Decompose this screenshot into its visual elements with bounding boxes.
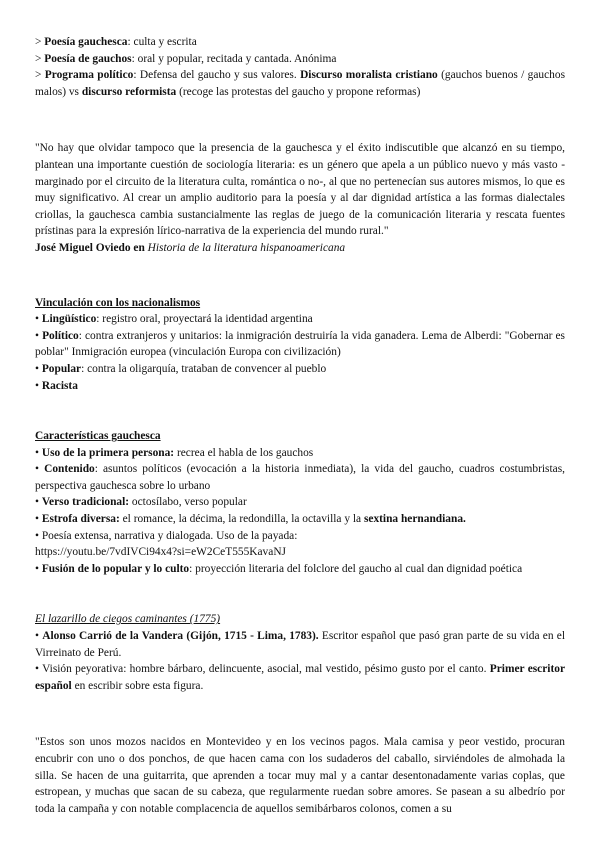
list-item-payada bbox=[35, 528, 565, 545]
term-bold: Programa político bbox=[44, 69, 134, 82]
term-definition: : Defensa del gaucho y sus valores. bbox=[133, 69, 301, 82]
quote-carrio: "Estos son unos mozos nacidos en Montevideo y en los vecinos pagos. Mala camisa y peor vestido, procuran encubrir con uno o dos ponchos, de que hacen cama con los sudaderos del caballo, sirviéndoles de almohada la silla. Se hacen de una guitarrita, que aprenden a tocar muy mal y a cantar desentonadamente varias coplas, que estropean, y muchas que sacan de su cabeza, que regularmente ruedan sobre amores. Se pasean a su albedrío por toda la campaña y con notable complacencia de aquellos semibárbaros colonos, comen a su bbox=[35, 736, 565, 815]
list-item-primera-persona bbox=[35, 445, 565, 462]
item-text: : registro oral, proyectará la identidad argentina bbox=[96, 313, 313, 326]
spacer bbox=[35, 577, 565, 611]
item-text: octosílabo, verso popular bbox=[129, 496, 247, 509]
term-bold: Poesía de gauchos bbox=[44, 52, 132, 65]
item-text: : asuntos políticos (evocación a la historia inmediata), la vida del gaucho, cuadros costumbristas, perspectiva gauchesca sobre lo urbano bbox=[35, 463, 565, 492]
item-text: Escritor español que pasó gran parte de su vida en el Virreinato de Perú. bbox=[35, 630, 566, 659]
intro-line-gauchos bbox=[35, 51, 565, 68]
term-bold: Poesía gauchesca bbox=[44, 36, 128, 48]
bullet: • bbox=[35, 329, 43, 342]
term-definition: : oral y popular, recitada y cantada. Anónima bbox=[131, 52, 337, 65]
list-item-vision bbox=[35, 661, 565, 694]
item-term: Verso tradicional: bbox=[41, 496, 130, 509]
spacer bbox=[35, 694, 565, 734]
list-item-fusion bbox=[35, 561, 565, 578]
bullet: • bbox=[35, 663, 43, 676]
spacer bbox=[35, 257, 565, 295]
document-page bbox=[35, 34, 565, 817]
item-term: Popular bbox=[41, 362, 82, 375]
term-definition: (gauchos buenos / gauchos malos) vs bbox=[35, 69, 565, 98]
item-term: Uso de la primera persona: bbox=[41, 446, 175, 459]
list-item-popular bbox=[35, 361, 565, 378]
list-item-contenido bbox=[35, 461, 565, 494]
item-term: Estrofa diversa: bbox=[41, 513, 120, 526]
item-text: recrea el habla de los gauchos bbox=[174, 446, 314, 459]
bullet: • bbox=[35, 496, 42, 509]
bullet: • bbox=[35, 463, 45, 476]
list-item-estrofa bbox=[35, 511, 565, 528]
spacer bbox=[35, 394, 565, 428]
list-item-verso bbox=[35, 494, 565, 511]
item-text: en escribir sobre esta figura. bbox=[71, 679, 204, 692]
item-text: el romance, la décima, la redondilla, la octavilla y la bbox=[119, 513, 364, 526]
payada-link[interactable]: https://youtu.be/7vdIVCi94x4?si=eW2CeT555KavaNJ bbox=[35, 546, 286, 559]
item-text: : contra extranjeros y unitarios: la inmigración destruiría la vida ganadera. Lema de Alberdi: "Gobernar es poblar" Inmigración europea (vinculación Europa con civilización) bbox=[35, 329, 565, 359]
bullet: • bbox=[35, 562, 42, 575]
bullet: • bbox=[35, 529, 42, 542]
bullet: • bbox=[35, 362, 42, 375]
quote-work-title: Historia de la literatura hispanoamericana bbox=[147, 241, 346, 254]
item-text: : contra la oligarquía, trataban de convencer al pueblo bbox=[81, 362, 327, 375]
item-term: Primer escritor español bbox=[35, 663, 565, 692]
term-definition: : culta y escrita bbox=[127, 36, 197, 48]
term-bold: discurso reformista bbox=[81, 85, 177, 98]
item-term: sextina hernandiana. bbox=[363, 513, 466, 526]
item-term: Lingüístico bbox=[41, 313, 97, 326]
arrow-marker: > bbox=[35, 69, 45, 82]
intro-line-programa bbox=[35, 67, 565, 100]
bullet: • bbox=[35, 379, 42, 392]
list-item-racista bbox=[35, 378, 565, 395]
item-term: Fusión de lo popular y lo culto bbox=[41, 562, 190, 575]
section-heading-caracteristicas: Características gauchesca bbox=[35, 430, 161, 443]
bullet: • bbox=[35, 313, 42, 326]
term-bold: Discurso moralista cristiano bbox=[300, 69, 438, 82]
item-text: : proyección literaria del folclore del gaucho al cual dan dignidad poética bbox=[189, 562, 523, 575]
intro-line-gauchesca bbox=[35, 34, 565, 51]
bullet: • bbox=[35, 446, 42, 459]
item-term: Contenido bbox=[44, 463, 95, 476]
item-term: Racista bbox=[41, 379, 78, 392]
list-item-carrio bbox=[35, 628, 565, 661]
arrow-marker: > bbox=[35, 36, 45, 48]
term-definition: (recoge las protestas del gaucho y propone reformas) bbox=[176, 85, 421, 98]
list-item-linguistico bbox=[35, 311, 565, 328]
quote-oviedo: "No hay que olvidar tampoco que la presencia de la gauchesca y el éxito indiscutible que alcanzó en su tiempo, plantean una importante cuestión de sociología literaria: es un género que apela a un público nuevo y más vasto - marginado por el circuito de la literatura culta, romántica o no-, al que no pertenecían sus autores mismos, lo que es muy significativo. Al crear un amplio auditorio para la poesía y al dar dignidad artística a las formas dialectales criollas, la gauchesca cambia sustancialmente las reglas de juego de la comunicación literaria y rescata fuentes prístinas para la expresión lírico-narrativa de la experiencia del mundo rural." bbox=[35, 142, 565, 238]
section-heading-nacionalismos: Vinculación con los nacionalismos bbox=[35, 296, 201, 309]
arrow-marker: > bbox=[35, 52, 45, 65]
list-item-politico bbox=[35, 328, 565, 361]
item-term: Alonso Carrió de la Vandera (Gijón, 1715 - Lima, 1783). bbox=[42, 630, 319, 643]
bullet: • bbox=[35, 630, 43, 643]
quote-author: José Miguel Oviedo en bbox=[35, 241, 145, 254]
item-text: Visión peyorativa: hombre bárbaro, delincuente, asocial, mal vestido, pésimo gusto por el canto. bbox=[42, 663, 490, 676]
spacer bbox=[35, 100, 565, 140]
quote-attribution bbox=[35, 240, 565, 257]
bullet: • bbox=[35, 513, 42, 526]
section-heading-lazarillo: El lazarillo de ciegos caminantes (1775) bbox=[35, 613, 221, 626]
item-term: Político bbox=[42, 329, 79, 342]
item-text: Poesía extensa, narrativa y dialogada. Uso de la payada: bbox=[41, 529, 298, 542]
